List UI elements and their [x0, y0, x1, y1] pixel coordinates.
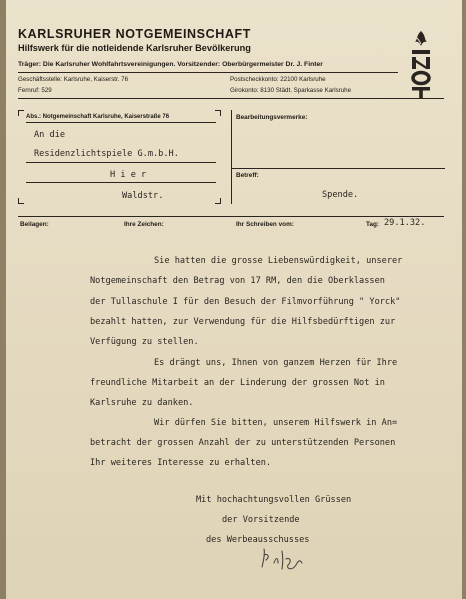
divider [26, 122, 216, 123]
handwritten-signature [256, 545, 316, 575]
sender-line: Abs.: Notgemeinschaft Karlsruhe, Kaiserstraße 76 [26, 114, 170, 120]
address-line-1: An die [34, 130, 66, 140]
divider [18, 98, 444, 99]
your-letter-label: Ihr Schreiben vom: [236, 221, 294, 228]
date-label: Tag: [366, 221, 380, 228]
corner-mark [215, 110, 221, 111]
body-line: betracht der grossen Anzahl der zu unterstützenden Personen [90, 438, 396, 448]
address-line-3: H i e r [110, 170, 147, 180]
closing-greeting: Mit hochachtungsvollen Grüssen [196, 495, 352, 505]
divider [26, 182, 216, 183]
office-address: Geschäftsstelle: Karlsruhe, Kaiserstr. 76 [18, 76, 129, 83]
body-line: Es drängt uns, Ihnen von ganzem Herzen für Ihre [154, 358, 398, 368]
address-line-4: Waldstr. [122, 191, 164, 201]
body-line: Ihr weiteres Interesse zu erhalten. [90, 458, 272, 468]
address-line-2: Residenzlichtspiele G.m.b.H. [34, 149, 179, 159]
body-line: Sie hatten die grosse Liebenswürdigkeit, unserer [154, 256, 403, 266]
processing-notes-label: Bearbeitungsvermerke: [236, 114, 308, 121]
your-reference-label: Ihre Zeichen: [124, 221, 164, 228]
carrier-line: Träger: Die Karlsruher Wohlfahrtsvereinigungen. Vorsitzender: Oberbürgermeister Dr. J. Finter [18, 61, 323, 68]
closing-committee: des Werbeausschusses [206, 535, 310, 545]
subject-label: Betreff: [236, 172, 259, 179]
corner-mark [215, 203, 221, 204]
divider [26, 162, 216, 163]
subject-value: Spende. [322, 190, 359, 200]
enclosures-label: Beilagen: [20, 221, 49, 228]
notgemeinschaft-logo [410, 30, 432, 100]
body-line: Wir dürfen Sie bitten, unserem Hilfswerk in An= [154, 418, 398, 428]
body-line: der Tullaschule I für den Besuch der Filmvorführung " Yorck" [90, 297, 401, 307]
closing-title: der Vorsitzende [222, 515, 300, 525]
corner-mark [18, 203, 24, 204]
body-line: freundliche Mitarbeit an der Linderung der grossen Not in [90, 378, 385, 388]
corner-mark [18, 110, 24, 111]
body-line: Notgemeinschaft den Betrag von 17 RM, den die Oberklassen [90, 276, 385, 286]
divider [18, 216, 444, 217]
phone-number: Fernruf: 529 [18, 87, 52, 94]
body-line: bezahlt hatten, zur Verwendung für die Hilfsbedürftigen zur [90, 317, 396, 327]
divider [231, 168, 445, 169]
letter-page [6, 0, 462, 599]
body-line: Karlsruhe zu danken. [90, 398, 194, 408]
body-line: Verfügung zu stellen. [90, 337, 199, 347]
panel-border [231, 110, 232, 204]
divider [18, 72, 398, 73]
org-subtitle: Hilfswerk für die notleidende Karlsruher Bevölkerung [18, 43, 251, 53]
date-value: 29.1.32. [384, 218, 426, 228]
postal-account: Postscheckkonto: 22100 Karlsruhe [230, 76, 326, 83]
giro-account: Girokonto: 8130 Städt. Sparkasse Karlsruhe [230, 87, 352, 94]
org-name: KARLSRUHER NOTGEMEINSCHAFT [18, 27, 251, 41]
